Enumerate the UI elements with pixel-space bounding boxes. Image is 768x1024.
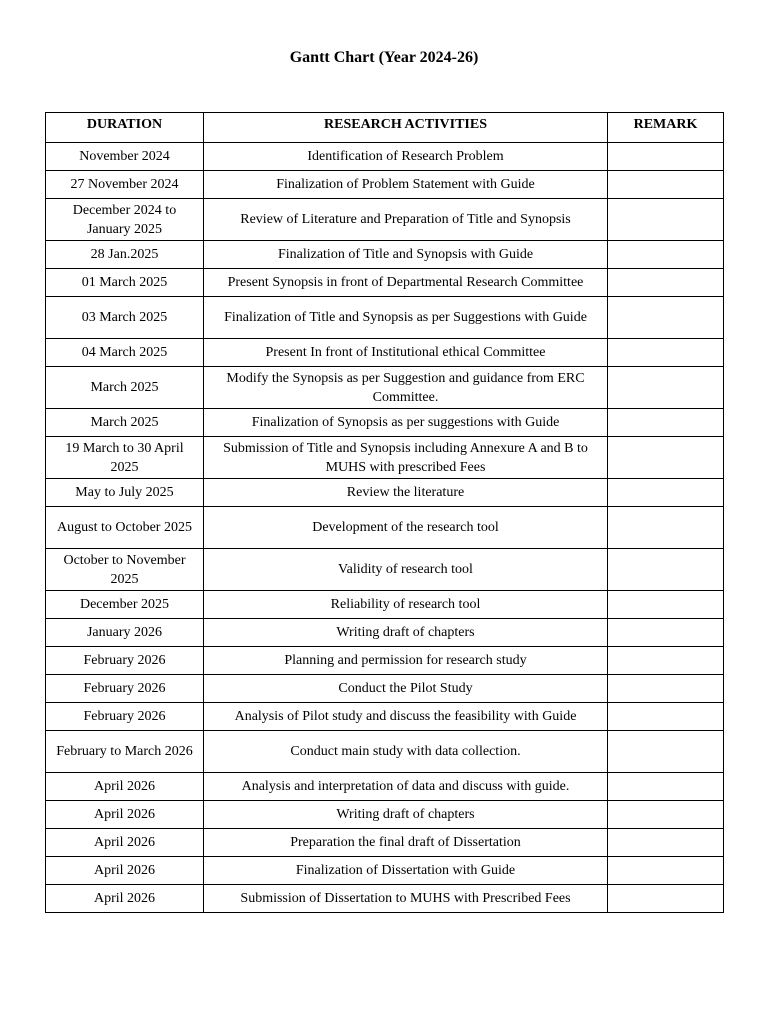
table-row xyxy=(46,857,724,885)
duration-cell: March 2025 xyxy=(46,367,204,409)
duration-cell: January 2026 xyxy=(46,619,204,647)
activity-cell: Present In front of Institutional ethical Committee xyxy=(204,339,608,367)
remark-cell xyxy=(608,703,724,731)
activity-cell: Finalization of Title and Synopsis as per Suggestions with Guide xyxy=(204,297,608,339)
duration-cell: April 2026 xyxy=(46,829,204,857)
table-row xyxy=(46,829,724,857)
header-duration: DURATION xyxy=(46,113,204,143)
remark-cell xyxy=(608,731,724,773)
duration-cell: February 2026 xyxy=(46,703,204,731)
duration-cell: March 2025 xyxy=(46,409,204,437)
remark-cell xyxy=(608,269,724,297)
duration-cell: February 2026 xyxy=(46,647,204,675)
duration-cell: May to July 2025 xyxy=(46,479,204,507)
duration-cell: 04 March 2025 xyxy=(46,339,204,367)
remark-cell xyxy=(608,143,724,171)
table-row xyxy=(46,143,724,171)
activity-cell: Development of the research tool xyxy=(204,507,608,549)
activity-cell: Review the literature xyxy=(204,479,608,507)
duration-cell: 19 March to 30 April 2025 xyxy=(46,437,204,479)
duration-cell: April 2026 xyxy=(46,773,204,801)
table-row xyxy=(46,367,724,409)
activity-cell: Finalization of Title and Synopsis with Guide xyxy=(204,241,608,269)
remark-cell xyxy=(608,339,724,367)
duration-cell: November 2024 xyxy=(46,143,204,171)
activity-cell: Writing draft of chapters xyxy=(204,801,608,829)
remark-cell xyxy=(608,507,724,549)
remark-cell xyxy=(608,591,724,619)
table-row xyxy=(46,675,724,703)
remark-cell xyxy=(608,885,724,913)
page-title: Gantt Chart (Year 2024-26) xyxy=(289,49,479,66)
duration-cell: April 2026 xyxy=(46,801,204,829)
activity-cell: Finalization of Dissertation with Guide xyxy=(204,857,608,885)
remark-cell xyxy=(608,171,724,199)
duration-cell: August to October 2025 xyxy=(46,507,204,549)
activity-cell: Validity of research tool xyxy=(204,549,608,591)
duration-cell: December 2025 xyxy=(46,591,204,619)
activity-cell: Analysis and interpretation of data and discuss with guide. xyxy=(204,773,608,801)
activity-cell: Analysis of Pilot study and discuss the feasibility with Guide xyxy=(204,703,608,731)
activity-cell: Identification of Research Problem xyxy=(204,143,608,171)
table-row xyxy=(46,339,724,367)
table-row xyxy=(46,241,724,269)
activity-cell: Finalization of Synopsis as per suggestions with Guide xyxy=(204,409,608,437)
remark-cell xyxy=(608,409,724,437)
activity-cell: Writing draft of chapters xyxy=(204,619,608,647)
table-row xyxy=(46,171,724,199)
remark-cell xyxy=(608,675,724,703)
table-row xyxy=(46,479,724,507)
duration-cell: December 2024 to January 2025 xyxy=(46,199,204,241)
table-row xyxy=(46,549,724,591)
header-research-activities: RESEARCH ACTIVITIES xyxy=(204,113,608,143)
remark-cell xyxy=(608,773,724,801)
remark-cell xyxy=(608,857,724,885)
activity-cell: Submission of Title and Synopsis including Annexure A and B to MUHS with prescribed Fees xyxy=(204,437,608,479)
gantt-table xyxy=(45,112,724,913)
table-row xyxy=(46,619,724,647)
duration-cell: 03 March 2025 xyxy=(46,297,204,339)
table-row xyxy=(46,199,724,241)
table-row xyxy=(46,801,724,829)
remark-cell xyxy=(608,297,724,339)
table-row xyxy=(46,703,724,731)
table-row xyxy=(46,507,724,549)
remark-cell xyxy=(608,437,724,479)
activity-cell: Planning and permission for research study xyxy=(204,647,608,675)
table-row xyxy=(46,773,724,801)
duration-cell: October to November 2025 xyxy=(46,549,204,591)
activity-cell: Reliability of research tool xyxy=(204,591,608,619)
activity-cell: Submission of Dissertation to MUHS with Prescribed Fees xyxy=(204,885,608,913)
duration-cell: April 2026 xyxy=(46,857,204,885)
table-row xyxy=(46,409,724,437)
table-row xyxy=(46,269,724,297)
duration-cell: April 2026 xyxy=(46,885,204,913)
activity-cell: Conduct main study with data collection. xyxy=(204,731,608,773)
duration-cell: 01 March 2025 xyxy=(46,269,204,297)
remark-cell xyxy=(608,479,724,507)
duration-cell: 27 November 2024 xyxy=(46,171,204,199)
duration-cell: February 2026 xyxy=(46,675,204,703)
remark-cell xyxy=(608,647,724,675)
activity-cell: Finalization of Problem Statement with Guide xyxy=(204,171,608,199)
activity-cell: Present Synopsis in front of Departmental Research Committee xyxy=(204,269,608,297)
table-row xyxy=(46,591,724,619)
activity-cell: Modify the Synopsis as per Suggestion and guidance from ERC Committee. xyxy=(204,367,608,409)
header-remark: REMARK xyxy=(608,113,724,143)
table-row xyxy=(46,297,724,339)
table-row xyxy=(46,885,724,913)
table-header-row xyxy=(46,113,724,143)
remark-cell xyxy=(608,199,724,241)
remark-cell xyxy=(608,549,724,591)
table-row xyxy=(46,647,724,675)
activity-cell: Review of Literature and Preparation of Title and Synopsis xyxy=(204,199,608,241)
activity-cell: Conduct the Pilot Study xyxy=(204,675,608,703)
table-row xyxy=(46,437,724,479)
remark-cell xyxy=(608,801,724,829)
duration-cell: 28 Jan.2025 xyxy=(46,241,204,269)
remark-cell xyxy=(608,241,724,269)
remark-cell xyxy=(608,367,724,409)
remark-cell xyxy=(608,619,724,647)
activity-cell: Preparation the final draft of Dissertation xyxy=(204,829,608,857)
table-row xyxy=(46,731,724,773)
remark-cell xyxy=(608,829,724,857)
duration-cell: February to March 2026 xyxy=(46,731,204,773)
